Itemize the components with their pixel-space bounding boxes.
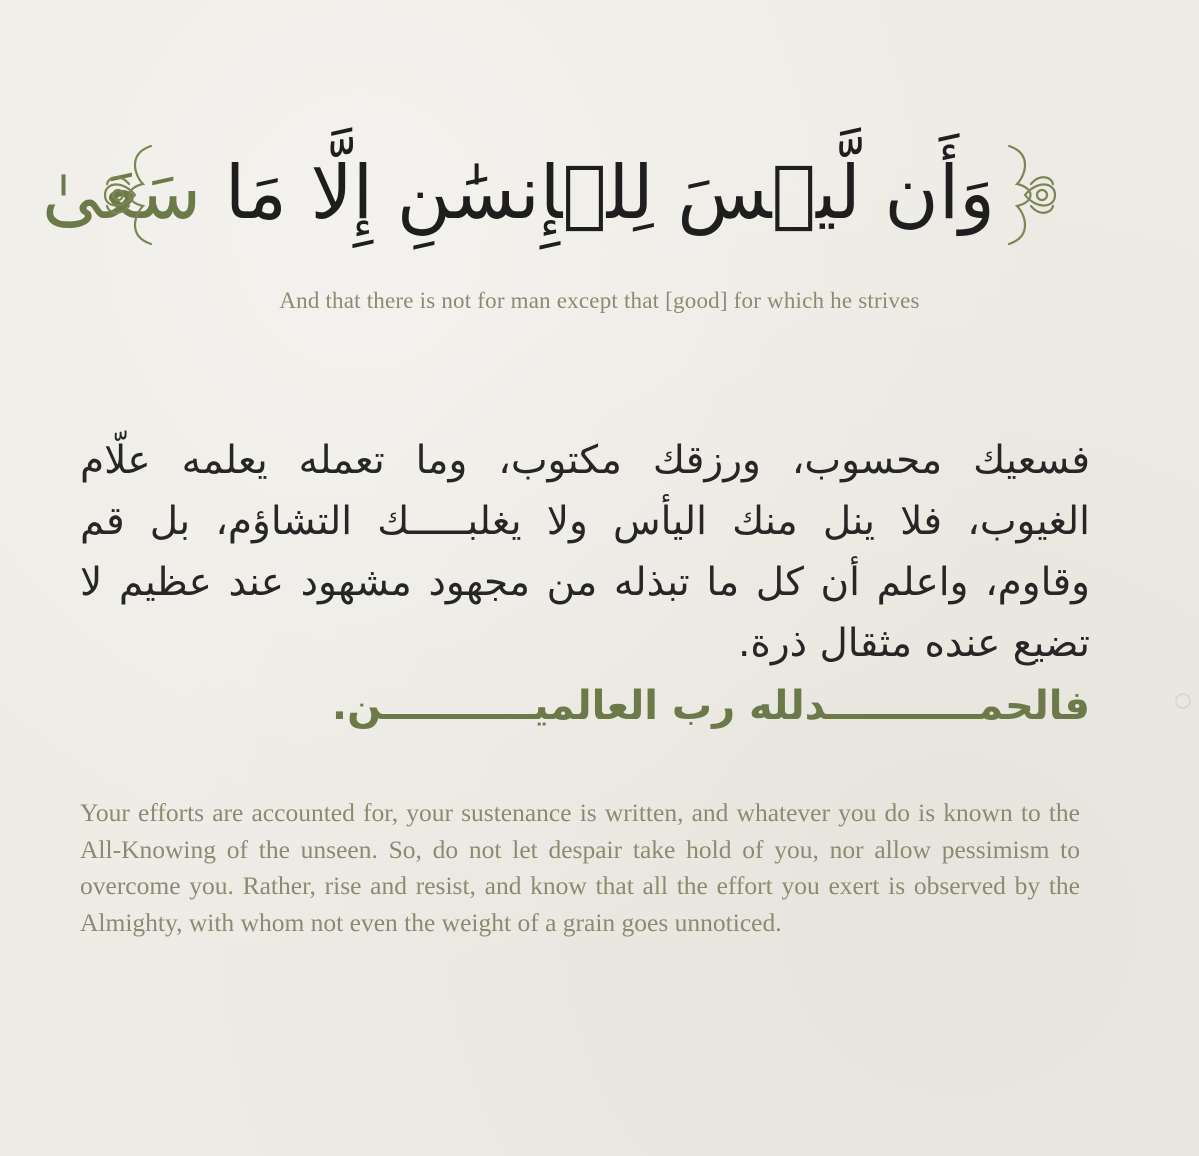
verse-translation: And that there is not for man except that [good] for which he strives xyxy=(279,288,920,313)
ornamental-bracket-left-icon xyxy=(95,140,165,250)
watermark-dot-icon xyxy=(1172,690,1194,712)
verse-heading xyxy=(41,118,1065,268)
english-reflection: Your efforts are accounted for, your sustenance is written, and whatever you do is known to the All-Knowing of the unseen. So, do not let despair take hold of you, nor allow pessimism to overcome you. Rather, rise and resist, and know that all the effort you exert is observed by the Almighty, with whom not even the weight of a grain goes unnoticed. xyxy=(80,798,1080,937)
ornamental-bracket-right-icon xyxy=(995,140,1065,250)
verse-arabic-highlight: سَعَىٰ xyxy=(41,150,202,236)
verse-arabic-main: وَأَن لَّيۡسَ لِلۡإِنسَٰنِ إِلَّا مَا xyxy=(201,150,995,236)
verse-arabic xyxy=(41,118,995,268)
arabic-closing-praise: فالحمـــــــــــدلله رب العالميـــــــــــن. xyxy=(331,683,1090,729)
arabic-reflection: فسعيك محسوب، ورزقك مكتوب، وما تعمله يعلمه علّام الغيوب، فلا ينل منك اليأس ولا يغلبـــــك التشاؤم، بل قم وقاوم، واعلم أن كل ما تبذله من مجهود مشهود عند عظيم لا تضيع عنده مثقال ذرة. xyxy=(80,438,1090,666)
